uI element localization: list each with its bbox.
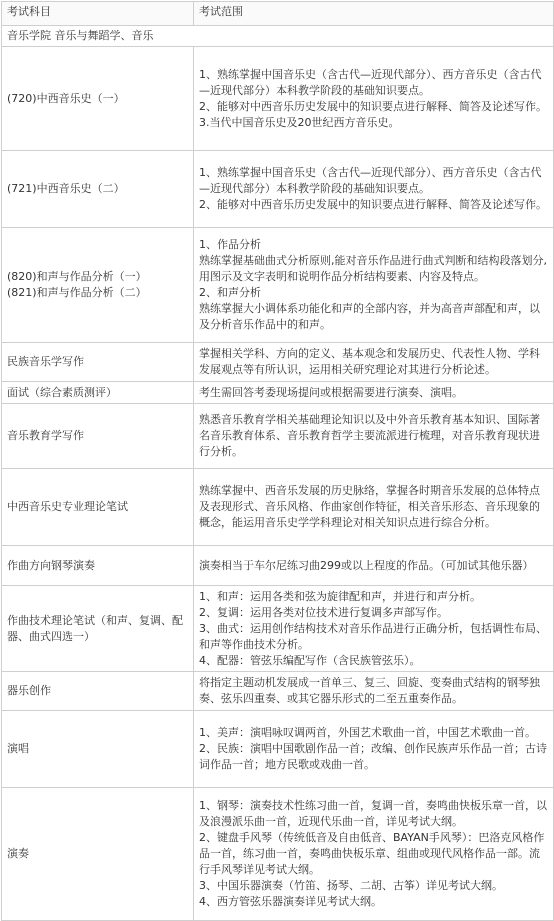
subject-cell	[2, 672, 194, 711]
table-row	[2, 711, 554, 788]
header-scope: 考试范围	[194, 2, 554, 26]
subject-text: (821)和声与作品分析（二）	[7, 286, 147, 299]
subject-cell	[2, 404, 194, 469]
scope-text: 3、中国乐器演奏（竹笛、扬琴、二胡、古筝）详见考试大纲。	[199, 879, 503, 892]
subject-text: (720)中西音乐史（一）	[7, 91, 125, 105]
scope-text: 演奏相当于车尔尼练习曲299或以上程度的作品。（可加试其他乐器）	[199, 558, 534, 572]
scope-text: 熟悉音乐教育学相关基础理论知识以及中外音乐教育基本知识、国际著名音乐教育体系、音乐教育哲学主要流派进行梳理，对音乐教育现状进行分析。	[199, 413, 540, 458]
table-row	[2, 47, 554, 151]
scope-text: 1、美声：演唱咏叹调两首，外国艺术歌曲一首，中国艺术歌曲一首。	[199, 726, 536, 739]
scope-cell	[194, 382, 554, 404]
subject-cell	[2, 47, 194, 151]
table-row	[2, 546, 554, 586]
scope-cell	[194, 404, 554, 469]
subject-text: 器乐创作	[7, 684, 51, 697]
scope-text: 3.当代中国音乐史及20世纪西方音乐史。	[199, 115, 400, 129]
subject-cell	[2, 586, 194, 672]
scope-text: 熟练掌握中、西音乐发展的历史脉络，掌握各时期音乐发展的总体特点及表现形式、音乐风格、作曲家创作特征，相关音乐形态、音乐现象的概念，能运用音乐史学学科理论对相关知识点进行综合分析。	[199, 484, 540, 529]
scope-cell	[194, 586, 554, 672]
scope-text: 掌握相关学科、方向的定义、基本观念和发展历史、代表性人物、学科发展观点等有所认识，运用相关研究理论对其进行分析论述。	[199, 347, 540, 376]
header-subject: 考试科目	[2, 2, 194, 26]
scope-cell	[194, 343, 554, 382]
scope-text: 2、键盘手风琴（传统低音及自由低音、BAYAN手风琴）：巴洛克风格作品一首，练习曲一首，奏鸣曲快板乐章、组曲或现代风格作品一部。流行手风琴详见考试大纲。	[199, 831, 545, 876]
subject-cell	[2, 788, 194, 921]
scope-cell	[194, 788, 554, 921]
subject-cell	[2, 151, 194, 228]
table-row	[2, 788, 554, 921]
table-row	[2, 672, 554, 711]
subject-text: 音乐教育学写作	[7, 429, 84, 442]
subject-cell	[2, 228, 194, 343]
table-header-row	[2, 2, 554, 26]
table-row	[2, 151, 554, 228]
scope-cell	[194, 469, 554, 546]
subject-text: 演唱	[7, 742, 29, 755]
scope-text: 1、和声：运用各类和弦为旋律配和声，并进行和声分析。	[199, 589, 481, 603]
scope-text: 3、曲式：运用创作结构技术对音乐作品进行正确分析，包括调性布局、和声等作曲技术分析。	[199, 621, 547, 651]
table-row	[2, 404, 554, 469]
subject-text: 演奏	[7, 847, 29, 860]
scope-text: 熟练掌握基础曲式分析原则,能对音乐作品进行曲式判断和结构段落划分,用图示及文字表明和说明作品分析结构要素、内容及特点。	[199, 254, 547, 283]
table-row	[2, 228, 554, 343]
subject-text: (820)和声与作品分析（一）	[7, 270, 147, 283]
table-row	[2, 343, 554, 382]
section-title: 音乐学院 音乐与舞蹈学、音乐	[2, 26, 554, 47]
scope-text: 将指定主题动机发展成一首单三、复三、回旋、变奏曲式结构的钢琴独奏、弦乐四重奏、或其它器乐形式的二至五重奏作品。	[199, 676, 540, 705]
scope-text: 4、配器：管弦乐编配写作（含民族管弦乐）。	[199, 653, 421, 667]
subject-text: 作曲技术理论笔试（和声、复调、配器、曲式四选一）	[7, 613, 183, 643]
subject-text: 民族音乐学写作	[7, 355, 84, 368]
scope-text: 2、能够对中西音乐历史发展中的知识要点进行解释、简答及论述写作。	[199, 198, 547, 211]
scope-cell	[194, 546, 554, 586]
table-row	[2, 469, 554, 546]
scope-text: 1、熟练掌握中国音乐史（含古代—近现代部分）、西方音乐史（含古代—近现代部分）本科教学阶段的基础知识要点。	[199, 166, 542, 195]
scope-cell	[194, 228, 554, 343]
scope-cell	[194, 151, 554, 228]
scope-cell	[194, 672, 554, 711]
exam-table	[1, 1, 554, 921]
subject-text: (721)中西音乐史（二）	[7, 182, 125, 195]
subject-cell	[2, 711, 194, 788]
subject-cell	[2, 343, 194, 382]
section-row	[2, 26, 554, 47]
scope-cell	[194, 711, 554, 788]
scope-text: 2、复调：运用各类对位技术进行复调多声部写作。	[199, 605, 448, 619]
subject-cell	[2, 382, 194, 404]
scope-text: 1、作品分析	[199, 238, 261, 251]
scope-text: 4、西方管弦乐器演奏详见考试大纲。	[199, 895, 382, 908]
scope-text: 考生需回答考委现场提问或根据需要进行演奏、演唱。	[199, 385, 463, 399]
scope-text: 2、民族：演唱中国歌剧作品一首；改编、创作民族声乐作品一首；古诗词作品一首；地方民歌或戏曲一首。	[199, 742, 547, 771]
table-row	[2, 382, 554, 404]
scope-text: 熟练掌握大小调体系功能化和声的全部内容，并为高音声部配和声，以及分析音乐作品中的和声。	[199, 302, 540, 331]
scope-text: 1、熟练掌握中国音乐史（含古代—近现代部分）、西方音乐史（含古代—近现代部分）本科教学阶段的基础知识要点。	[199, 67, 542, 97]
subject-text: 面试（综合素质测评）	[7, 385, 117, 399]
scope-cell	[194, 47, 554, 151]
subject-text: 中西音乐史专业理论笔试	[7, 500, 128, 513]
table-row	[2, 586, 554, 672]
scope-text: 2、和声分析	[199, 286, 261, 299]
subject-cell	[2, 469, 194, 546]
subject-text: 作曲方向钢琴演奏	[7, 558, 95, 572]
exam-table-body	[2, 2, 554, 921]
subject-cell	[2, 546, 194, 586]
scope-text: 2、能够对中西音乐历史发展中的知识要点进行解释、简答及论述写作。	[199, 99, 547, 113]
scope-text: 1、钢琴：演奏技术性练习曲一首，复调一首，奏鸣曲快板乐章一首，以及浪漫派乐曲一首，近现代乐曲一首，详见考试大纲。	[199, 799, 547, 828]
